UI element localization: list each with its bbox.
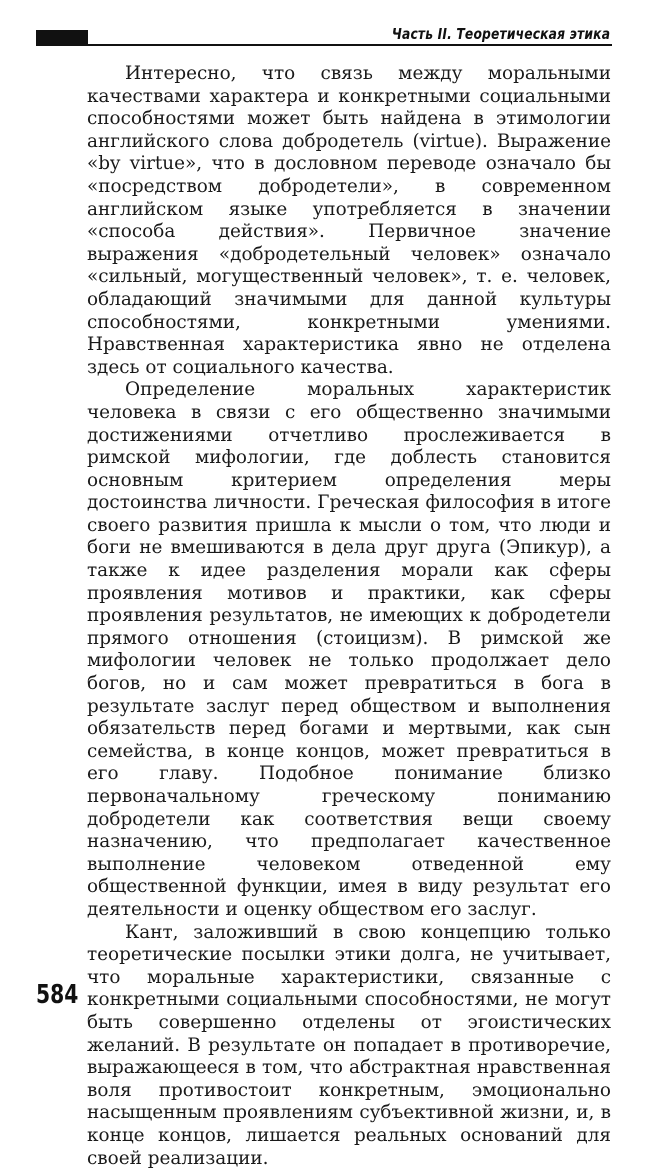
paragraph: Определение моральных характеристик человека в связи с его общественно значимыми достижениями отчетливо прослеживается в римской мифологии, где доблесть становится основным критерием определения меры достоинства личности. Греческая философия в итоге своего развития пришла к мысли о том, что люди и боги не вмешиваются в дела друг друга (Эпикур), а также к идее разделения морали как сферы проявления мотивов и практики, как сферы проявления результатов, не имеющих к добродетели прямого отношения (стоицизм). В римской же мифологии человек не только продолжает дело богов, но и сам может превратиться в бога в результате заслуг перед обществом и выполнения обязательств перед богами и мертвыми, как сын семейства, в конце концов, может превратиться в его главу. Подобное понимание близко первоначальному греческому пониманию добродетели как соответствия вещи своему назначению, что предполагает качественное выполнение человеком отведенной ему общественной функции, имея в виду результат его деятельности и оценку обществом его заслуг. xyxy=(87,379,611,920)
running-head: Часть II. Теоретическая этика xyxy=(391,25,610,43)
page-number: 584 xyxy=(36,980,79,1010)
header-rule xyxy=(88,44,612,46)
paragraph: Кант, заложивший в свою концепцию только теоретические посылки этики долга, не учитывает, что моральные характеристики, связанные с конкретными социальными способностями, не могут быть совершенно отделены от эгоистических желаний. В результате он попадает в противоречие, выражающееся в том, что абстрактная нравственная воля противостоит конкретным, эмоционально насыщенным проявлениям субъективной жизни, и, в конце концов, лишается реальных оснований для своей реализации. xyxy=(87,921,611,1169)
paragraph: Интересно, что связь между моральными качествами характера и конкретными социальными способностями может быть найдена в этимологии английского слова добродетель (virtue). Выражение «by virtue», что в дословном переводе означало бы «посредством добродетели», в современном английском языке употребляется в значении «способа действия». Первичное значение выражения «добродетельный человек» означало «сильный, могущественный человек», т. е. человек, обладающий значимыми для данной культуры способностями, конкретными умениями. Нравственная характеристика явно не отделена здесь от социального качества. xyxy=(87,63,611,378)
body-text xyxy=(87,63,611,1170)
header-bar xyxy=(36,30,88,46)
